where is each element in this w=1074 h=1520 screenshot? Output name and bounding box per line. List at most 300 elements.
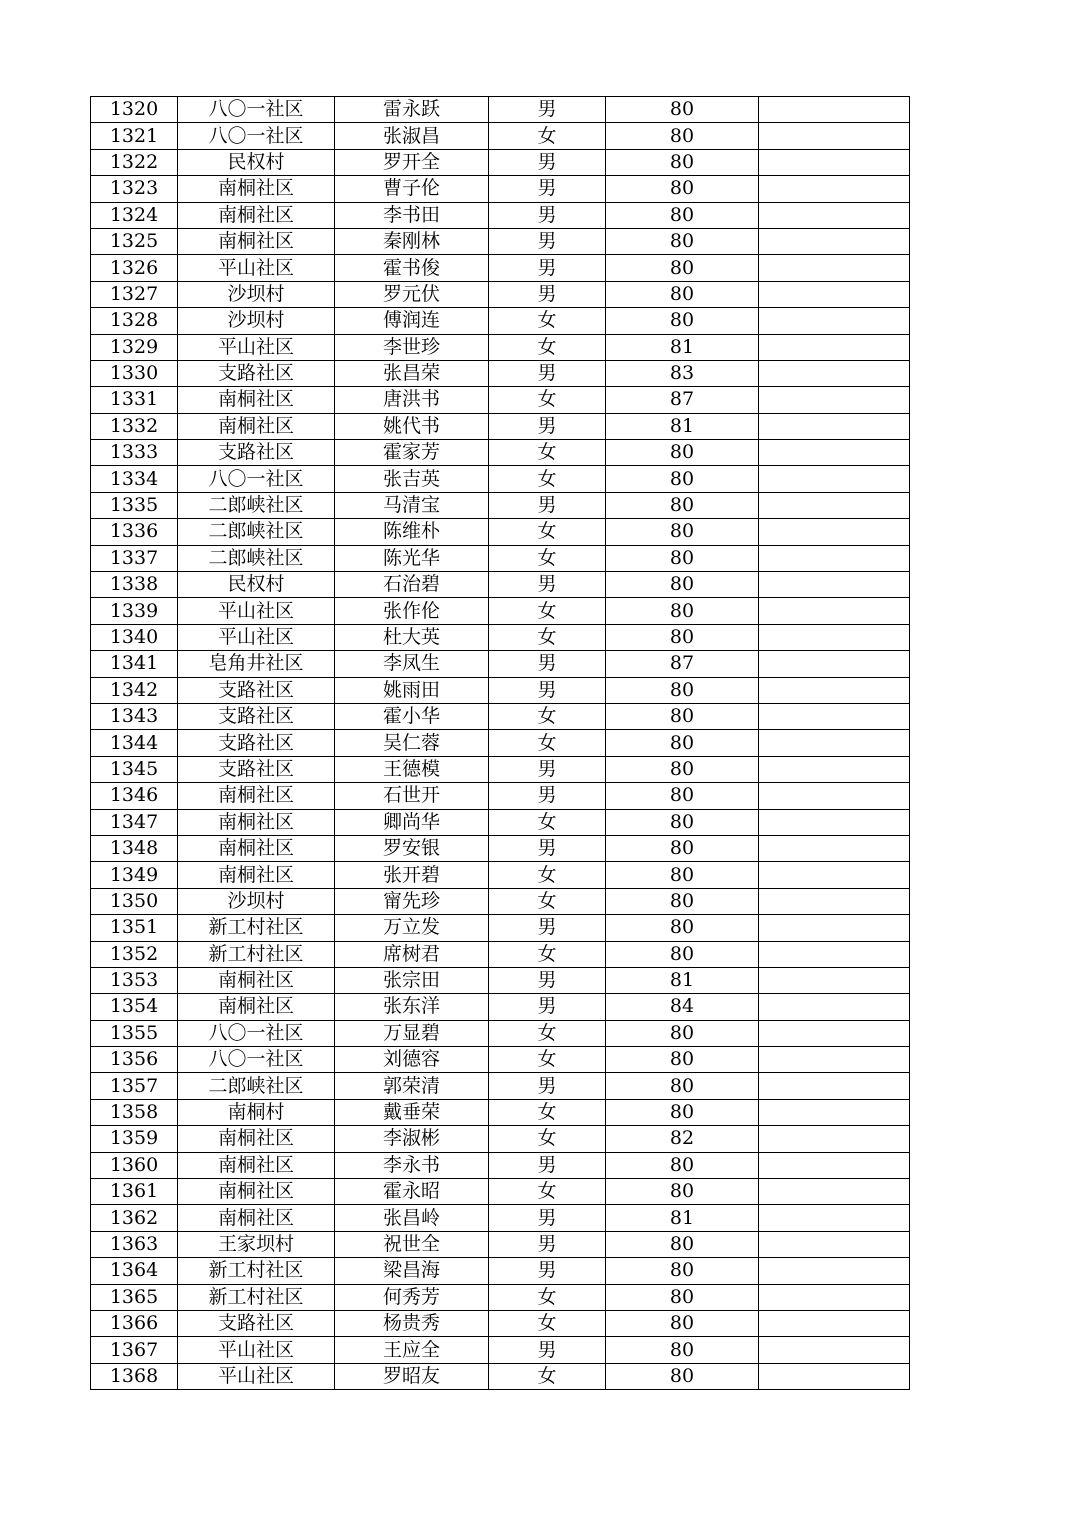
name-cell: 王德模 bbox=[335, 756, 489, 782]
remark-cell bbox=[759, 835, 910, 861]
gender-cell: 男 bbox=[489, 492, 606, 518]
age-cell: 80 bbox=[606, 281, 759, 307]
gender-cell: 男 bbox=[489, 967, 606, 993]
name-cell: 王应全 bbox=[335, 1337, 489, 1363]
gender-cell: 男 bbox=[489, 202, 606, 228]
remark-cell bbox=[759, 809, 910, 835]
remark-cell bbox=[759, 783, 910, 809]
community-cell: 新工村社区 bbox=[178, 941, 335, 967]
row-number-cell: 1347 bbox=[91, 809, 178, 835]
table-row bbox=[91, 255, 910, 281]
age-cell: 80 bbox=[606, 1073, 759, 1099]
row-number-cell: 1326 bbox=[91, 255, 178, 281]
name-cell: 陈光华 bbox=[335, 545, 489, 571]
age-cell: 87 bbox=[606, 387, 759, 413]
remark-cell bbox=[759, 677, 910, 703]
age-cell: 80 bbox=[606, 1284, 759, 1310]
table-row bbox=[91, 440, 910, 466]
table-row bbox=[91, 1231, 910, 1257]
gender-cell: 女 bbox=[489, 387, 606, 413]
age-cell: 80 bbox=[606, 1099, 759, 1125]
age-cell: 80 bbox=[606, 492, 759, 518]
remark-cell bbox=[759, 1284, 910, 1310]
gender-cell: 女 bbox=[489, 809, 606, 835]
age-cell: 80 bbox=[606, 176, 759, 202]
community-cell: 南桐社区 bbox=[178, 994, 335, 1020]
row-number-cell: 1367 bbox=[91, 1337, 178, 1363]
age-cell: 80 bbox=[606, 915, 759, 941]
community-cell: 新工村社区 bbox=[178, 1284, 335, 1310]
gender-cell: 男 bbox=[489, 360, 606, 386]
gender-cell: 男 bbox=[489, 413, 606, 439]
table-row bbox=[91, 308, 910, 334]
age-cell: 80 bbox=[606, 598, 759, 624]
gender-cell: 男 bbox=[489, 281, 606, 307]
table-row bbox=[91, 466, 910, 492]
remark-cell bbox=[759, 941, 910, 967]
community-cell: 平山社区 bbox=[178, 1337, 335, 1363]
age-cell: 80 bbox=[606, 1179, 759, 1205]
gender-cell: 女 bbox=[489, 1284, 606, 1310]
community-cell: 二郎峡社区 bbox=[178, 492, 335, 518]
row-number-cell: 1345 bbox=[91, 756, 178, 782]
name-cell: 霍小华 bbox=[335, 703, 489, 729]
community-cell: 平山社区 bbox=[178, 624, 335, 650]
row-number-cell: 1356 bbox=[91, 1047, 178, 1073]
remark-cell bbox=[759, 202, 910, 228]
remark-cell bbox=[759, 1337, 910, 1363]
community-cell: 新工村社区 bbox=[178, 915, 335, 941]
table-row bbox=[91, 835, 910, 861]
remark-cell bbox=[759, 123, 910, 149]
name-cell: 梁昌海 bbox=[335, 1258, 489, 1284]
community-cell: 支路社区 bbox=[178, 756, 335, 782]
age-cell: 80 bbox=[606, 1231, 759, 1257]
age-cell: 80 bbox=[606, 97, 759, 123]
name-cell: 李书田 bbox=[335, 202, 489, 228]
row-number-cell: 1352 bbox=[91, 941, 178, 967]
row-number-cell: 1329 bbox=[91, 334, 178, 360]
gender-cell: 男 bbox=[489, 255, 606, 281]
gender-cell: 女 bbox=[489, 1047, 606, 1073]
table-row bbox=[91, 360, 910, 386]
name-cell: 李凤生 bbox=[335, 651, 489, 677]
gender-cell: 男 bbox=[489, 783, 606, 809]
age-cell: 83 bbox=[606, 360, 759, 386]
remark-cell bbox=[759, 308, 910, 334]
age-cell: 80 bbox=[606, 519, 759, 545]
remark-cell bbox=[759, 862, 910, 888]
age-cell: 80 bbox=[606, 228, 759, 254]
community-cell: 皂角井社区 bbox=[178, 651, 335, 677]
remark-cell bbox=[759, 176, 910, 202]
remark-cell bbox=[759, 1258, 910, 1284]
row-number-cell: 1342 bbox=[91, 677, 178, 703]
table-row bbox=[91, 783, 910, 809]
remark-cell bbox=[759, 1363, 910, 1389]
row-number-cell: 1359 bbox=[91, 1126, 178, 1152]
gender-cell: 女 bbox=[489, 624, 606, 650]
community-cell: 南桐社区 bbox=[178, 1126, 335, 1152]
community-cell: 沙坝村 bbox=[178, 308, 335, 334]
name-cell: 席树君 bbox=[335, 941, 489, 967]
remark-cell bbox=[759, 492, 910, 518]
age-cell: 80 bbox=[606, 703, 759, 729]
name-cell: 张淑昌 bbox=[335, 123, 489, 149]
community-cell: 平山社区 bbox=[178, 255, 335, 281]
age-cell: 81 bbox=[606, 334, 759, 360]
community-cell: 平山社区 bbox=[178, 598, 335, 624]
community-cell: 南桐社区 bbox=[178, 228, 335, 254]
community-cell: 沙坝村 bbox=[178, 281, 335, 307]
gender-cell: 男 bbox=[489, 915, 606, 941]
age-cell: 80 bbox=[606, 809, 759, 835]
community-cell: 南桐社区 bbox=[178, 387, 335, 413]
name-cell: 张开碧 bbox=[335, 862, 489, 888]
name-cell: 吴仁蓉 bbox=[335, 730, 489, 756]
name-cell: 曹子伦 bbox=[335, 176, 489, 202]
community-cell: 八〇一社区 bbox=[178, 1020, 335, 1046]
age-cell: 80 bbox=[606, 572, 759, 598]
table-row bbox=[91, 1179, 910, 1205]
age-cell: 80 bbox=[606, 862, 759, 888]
row-number-cell: 1328 bbox=[91, 308, 178, 334]
community-cell: 南桐村 bbox=[178, 1099, 335, 1125]
row-number-cell: 1343 bbox=[91, 703, 178, 729]
remark-cell bbox=[759, 915, 910, 941]
age-cell: 80 bbox=[606, 1047, 759, 1073]
row-number-cell: 1335 bbox=[91, 492, 178, 518]
remark-cell bbox=[759, 281, 910, 307]
gender-cell: 女 bbox=[489, 730, 606, 756]
gender-cell: 女 bbox=[489, 1126, 606, 1152]
row-number-cell: 1325 bbox=[91, 228, 178, 254]
row-number-cell: 1333 bbox=[91, 440, 178, 466]
row-number-cell: 1346 bbox=[91, 783, 178, 809]
remark-cell bbox=[759, 1205, 910, 1231]
remark-cell bbox=[759, 228, 910, 254]
gender-cell: 女 bbox=[489, 598, 606, 624]
name-cell: 李淑彬 bbox=[335, 1126, 489, 1152]
age-cell: 80 bbox=[606, 1337, 759, 1363]
community-cell: 八〇一社区 bbox=[178, 1047, 335, 1073]
gender-cell: 男 bbox=[489, 677, 606, 703]
name-cell: 卿尚华 bbox=[335, 809, 489, 835]
row-number-cell: 1321 bbox=[91, 123, 178, 149]
name-cell: 杨贵秀 bbox=[335, 1310, 489, 1336]
community-cell: 南桐社区 bbox=[178, 176, 335, 202]
gender-cell: 男 bbox=[489, 651, 606, 677]
community-cell: 二郎峡社区 bbox=[178, 545, 335, 571]
table-row bbox=[91, 149, 910, 175]
table-row bbox=[91, 387, 910, 413]
age-cell: 80 bbox=[606, 624, 759, 650]
community-cell: 南桐社区 bbox=[178, 1205, 335, 1231]
table-row bbox=[91, 703, 910, 729]
table-row bbox=[91, 598, 910, 624]
table-row bbox=[91, 1126, 910, 1152]
name-cell: 姚雨田 bbox=[335, 677, 489, 703]
name-cell: 罗开全 bbox=[335, 149, 489, 175]
gender-cell: 男 bbox=[489, 1073, 606, 1099]
name-cell: 傅润连 bbox=[335, 308, 489, 334]
table-row bbox=[91, 862, 910, 888]
table-row bbox=[91, 97, 910, 123]
table-row bbox=[91, 1047, 910, 1073]
community-cell: 平山社区 bbox=[178, 334, 335, 360]
table-row bbox=[91, 1099, 910, 1125]
community-cell: 沙坝村 bbox=[178, 888, 335, 914]
row-number-cell: 1324 bbox=[91, 202, 178, 228]
row-number-cell: 1332 bbox=[91, 413, 178, 439]
table-row bbox=[91, 1152, 910, 1178]
row-number-cell: 1368 bbox=[91, 1363, 178, 1389]
table-body bbox=[91, 97, 910, 1390]
table-row bbox=[91, 967, 910, 993]
name-cell: 杜大英 bbox=[335, 624, 489, 650]
table-row bbox=[91, 1363, 910, 1389]
age-cell: 80 bbox=[606, 440, 759, 466]
name-cell: 罗安银 bbox=[335, 835, 489, 861]
gender-cell: 女 bbox=[489, 308, 606, 334]
row-number-cell: 1365 bbox=[91, 1284, 178, 1310]
row-number-cell: 1362 bbox=[91, 1205, 178, 1231]
row-number-cell: 1351 bbox=[91, 915, 178, 941]
row-number-cell: 1341 bbox=[91, 651, 178, 677]
community-cell: 八〇一社区 bbox=[178, 123, 335, 149]
row-number-cell: 1357 bbox=[91, 1073, 178, 1099]
community-cell: 南桐社区 bbox=[178, 783, 335, 809]
gender-cell: 男 bbox=[489, 1258, 606, 1284]
community-cell: 王家坝村 bbox=[178, 1231, 335, 1257]
remark-cell bbox=[759, 255, 910, 281]
gender-cell: 男 bbox=[489, 1231, 606, 1257]
community-cell: 南桐社区 bbox=[178, 202, 335, 228]
name-cell: 张宗田 bbox=[335, 967, 489, 993]
community-cell: 支路社区 bbox=[178, 677, 335, 703]
gender-cell: 女 bbox=[489, 519, 606, 545]
community-cell: 支路社区 bbox=[178, 1310, 335, 1336]
table-row bbox=[91, 334, 910, 360]
remark-cell bbox=[759, 545, 910, 571]
row-number-cell: 1350 bbox=[91, 888, 178, 914]
table-row bbox=[91, 677, 910, 703]
age-cell: 80 bbox=[606, 308, 759, 334]
gender-cell: 男 bbox=[489, 1337, 606, 1363]
remark-cell bbox=[759, 387, 910, 413]
gender-cell: 男 bbox=[489, 149, 606, 175]
gender-cell: 女 bbox=[489, 545, 606, 571]
row-number-cell: 1364 bbox=[91, 1258, 178, 1284]
table-row bbox=[91, 730, 910, 756]
name-cell: 陈维朴 bbox=[335, 519, 489, 545]
row-number-cell: 1361 bbox=[91, 1179, 178, 1205]
community-cell: 南桐社区 bbox=[178, 862, 335, 888]
remark-cell bbox=[759, 149, 910, 175]
community-cell: 支路社区 bbox=[178, 730, 335, 756]
table-row bbox=[91, 545, 910, 571]
remark-cell bbox=[759, 1047, 910, 1073]
community-cell: 八〇一社区 bbox=[178, 97, 335, 123]
remark-cell bbox=[759, 1231, 910, 1257]
community-cell: 南桐社区 bbox=[178, 835, 335, 861]
remark-cell bbox=[759, 466, 910, 492]
community-cell: 平山社区 bbox=[178, 1363, 335, 1389]
name-cell: 李世珍 bbox=[335, 334, 489, 360]
age-cell: 80 bbox=[606, 835, 759, 861]
age-cell: 81 bbox=[606, 967, 759, 993]
name-cell: 张作伦 bbox=[335, 598, 489, 624]
table-row bbox=[91, 651, 910, 677]
gender-cell: 女 bbox=[489, 334, 606, 360]
row-number-cell: 1338 bbox=[91, 572, 178, 598]
community-cell: 南桐社区 bbox=[178, 1152, 335, 1178]
data-table bbox=[90, 96, 910, 1390]
remark-cell bbox=[759, 1099, 910, 1125]
remark-cell bbox=[759, 440, 910, 466]
row-number-cell: 1344 bbox=[91, 730, 178, 756]
name-cell: 霍永昭 bbox=[335, 1179, 489, 1205]
name-cell: 罗昭友 bbox=[335, 1363, 489, 1389]
name-cell: 秦刚林 bbox=[335, 228, 489, 254]
table-row bbox=[91, 176, 910, 202]
community-cell: 民权村 bbox=[178, 149, 335, 175]
name-cell: 唐洪书 bbox=[335, 387, 489, 413]
age-cell: 80 bbox=[606, 466, 759, 492]
remark-cell bbox=[759, 756, 910, 782]
table-row bbox=[91, 1205, 910, 1231]
name-cell: 马清宝 bbox=[335, 492, 489, 518]
remark-cell bbox=[759, 519, 910, 545]
name-cell: 石治碧 bbox=[335, 572, 489, 598]
table-row bbox=[91, 915, 910, 941]
table-row bbox=[91, 1284, 910, 1310]
row-number-cell: 1322 bbox=[91, 149, 178, 175]
row-number-cell: 1366 bbox=[91, 1310, 178, 1336]
remark-cell bbox=[759, 1073, 910, 1099]
remark-cell bbox=[759, 1126, 910, 1152]
name-cell: 霍家芳 bbox=[335, 440, 489, 466]
remark-cell bbox=[759, 334, 910, 360]
row-number-cell: 1323 bbox=[91, 176, 178, 202]
row-number-cell: 1358 bbox=[91, 1099, 178, 1125]
row-number-cell: 1360 bbox=[91, 1152, 178, 1178]
remark-cell bbox=[759, 572, 910, 598]
age-cell: 87 bbox=[606, 651, 759, 677]
row-number-cell: 1348 bbox=[91, 835, 178, 861]
gender-cell: 女 bbox=[489, 440, 606, 466]
name-cell: 罗元伏 bbox=[335, 281, 489, 307]
row-number-cell: 1355 bbox=[91, 1020, 178, 1046]
community-cell: 支路社区 bbox=[178, 703, 335, 729]
name-cell: 戴垂荣 bbox=[335, 1099, 489, 1125]
gender-cell: 女 bbox=[489, 1310, 606, 1336]
remark-cell bbox=[759, 413, 910, 439]
community-cell: 南桐社区 bbox=[178, 967, 335, 993]
age-cell: 80 bbox=[606, 1152, 759, 1178]
table-row bbox=[91, 1073, 910, 1099]
age-cell: 80 bbox=[606, 149, 759, 175]
age-cell: 80 bbox=[606, 1310, 759, 1336]
table-row bbox=[91, 1310, 910, 1336]
gender-cell: 男 bbox=[489, 176, 606, 202]
name-cell: 万立发 bbox=[335, 915, 489, 941]
gender-cell: 女 bbox=[489, 1020, 606, 1046]
row-number-cell: 1349 bbox=[91, 862, 178, 888]
age-cell: 80 bbox=[606, 202, 759, 228]
table-row bbox=[91, 413, 910, 439]
row-number-cell: 1353 bbox=[91, 967, 178, 993]
table-row bbox=[91, 756, 910, 782]
age-cell: 80 bbox=[606, 888, 759, 914]
row-number-cell: 1339 bbox=[91, 598, 178, 624]
remark-cell bbox=[759, 360, 910, 386]
community-cell: 支路社区 bbox=[178, 360, 335, 386]
name-cell: 张东洋 bbox=[335, 994, 489, 1020]
age-cell: 80 bbox=[606, 756, 759, 782]
gender-cell: 女 bbox=[489, 123, 606, 149]
remark-cell bbox=[759, 598, 910, 624]
table-row bbox=[91, 519, 910, 545]
table-row bbox=[91, 228, 910, 254]
age-cell: 81 bbox=[606, 1205, 759, 1231]
community-cell: 南桐社区 bbox=[178, 413, 335, 439]
gender-cell: 女 bbox=[489, 862, 606, 888]
community-cell: 八〇一社区 bbox=[178, 466, 335, 492]
age-cell: 80 bbox=[606, 1258, 759, 1284]
gender-cell: 女 bbox=[489, 703, 606, 729]
name-cell: 张昌荣 bbox=[335, 360, 489, 386]
row-number-cell: 1331 bbox=[91, 387, 178, 413]
remark-cell bbox=[759, 1020, 910, 1046]
name-cell: 姚代书 bbox=[335, 413, 489, 439]
community-cell: 南桐社区 bbox=[178, 1179, 335, 1205]
row-number-cell: 1363 bbox=[91, 1231, 178, 1257]
name-cell: 甯先珍 bbox=[335, 888, 489, 914]
name-cell: 万显碧 bbox=[335, 1020, 489, 1046]
remark-cell bbox=[759, 967, 910, 993]
gender-cell: 男 bbox=[489, 97, 606, 123]
gender-cell: 男 bbox=[489, 1152, 606, 1178]
name-cell: 张昌岭 bbox=[335, 1205, 489, 1231]
gender-cell: 女 bbox=[489, 1099, 606, 1125]
table-row bbox=[91, 1020, 910, 1046]
name-cell: 石世开 bbox=[335, 783, 489, 809]
table-row bbox=[91, 624, 910, 650]
community-cell: 二郎峡社区 bbox=[178, 1073, 335, 1099]
gender-cell: 女 bbox=[489, 1179, 606, 1205]
row-number-cell: 1330 bbox=[91, 360, 178, 386]
gender-cell: 男 bbox=[489, 1205, 606, 1231]
name-cell: 雷永跃 bbox=[335, 97, 489, 123]
table-row bbox=[91, 1337, 910, 1363]
age-cell: 80 bbox=[606, 941, 759, 967]
table-row bbox=[91, 492, 910, 518]
row-number-cell: 1337 bbox=[91, 545, 178, 571]
name-cell: 何秀芳 bbox=[335, 1284, 489, 1310]
age-cell: 80 bbox=[606, 123, 759, 149]
age-cell: 80 bbox=[606, 1363, 759, 1389]
remark-cell bbox=[759, 703, 910, 729]
gender-cell: 男 bbox=[489, 756, 606, 782]
remark-cell bbox=[759, 994, 910, 1020]
remark-cell bbox=[759, 888, 910, 914]
gender-cell: 女 bbox=[489, 888, 606, 914]
name-cell: 祝世全 bbox=[335, 1231, 489, 1257]
age-cell: 80 bbox=[606, 730, 759, 756]
name-cell: 郭荣清 bbox=[335, 1073, 489, 1099]
remark-cell bbox=[759, 1310, 910, 1336]
